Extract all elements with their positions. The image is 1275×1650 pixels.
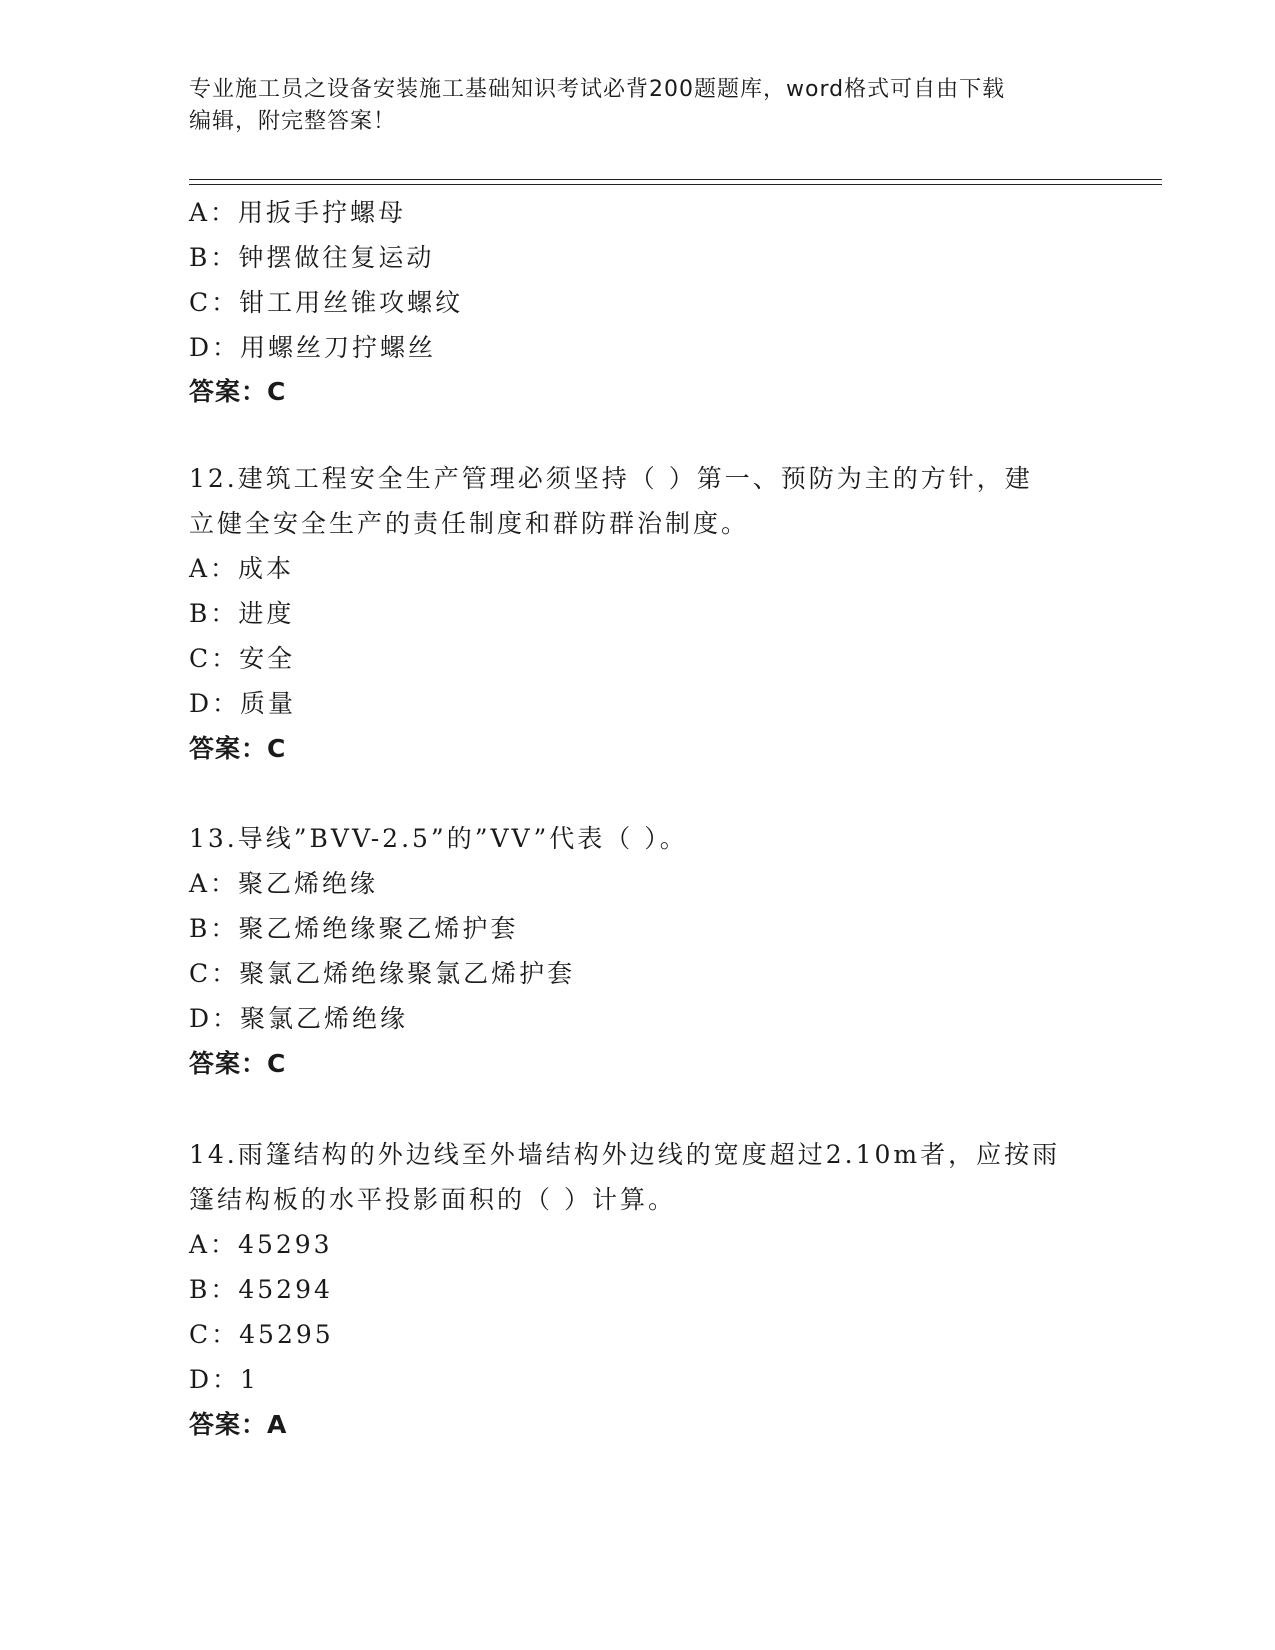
q12-answer: 答案：C — [189, 734, 287, 763]
q14-answer: 答案：A — [189, 1410, 288, 1439]
header-line-1: 专业施工员之设备安装施工基础知识考试必背200题题库，word格式可自由下载 — [189, 77, 1006, 102]
q13-stem-line-1: 13.导线”BVV-2.5”的”VV”代表（ ）。 — [189, 824, 688, 853]
q12-option-d: D：质量 — [189, 689, 297, 718]
q11-option-c: C：钳工用丝锥攻螺纹 — [189, 288, 464, 317]
header-line-2: 编辑，附完整答案！ — [189, 109, 397, 134]
q11-answer: 答案：C — [189, 377, 287, 406]
q14-stem-line-2: 篷结构板的水平投影面积的（ ）计算。 — [189, 1185, 676, 1214]
q14-option-b: B：45294 — [189, 1275, 333, 1304]
q14-stem-line-1: 14.雨篷结构的外边线至外墙结构外边线的宽度超过2.10m者，应按雨 — [189, 1140, 1061, 1169]
q13-option-b: B：聚乙烯绝缘聚乙烯护套 — [189, 914, 519, 943]
q12-option-a: A：成本 — [189, 554, 295, 583]
q14-option-a: A：45293 — [189, 1230, 333, 1259]
q12-option-c: C：安全 — [189, 644, 296, 673]
header-divider-top — [189, 179, 1162, 180]
q11-option-b: B：钟摆做往复运动 — [189, 243, 435, 272]
header-divider-bottom — [189, 184, 1162, 185]
q11-option-d: D：用螺丝刀拧螺丝 — [189, 333, 437, 362]
q13-option-c: C：聚氯乙烯绝缘聚氯乙烯护套 — [189, 959, 576, 988]
q11-option-a: A：用扳手拧螺母 — [189, 198, 407, 227]
q13-option-a: A：聚乙烯绝缘 — [189, 869, 379, 898]
q13-option-d: D：聚氯乙烯绝缘 — [189, 1004, 409, 1033]
q14-option-c: C：45295 — [189, 1320, 334, 1349]
q12-option-b: B：进度 — [189, 599, 295, 628]
q14-option-d: D：1 — [189, 1365, 259, 1394]
q13-answer: 答案：C — [189, 1049, 287, 1078]
q12-stem-line-2: 立健全安全生产的责任制度和群防群治制度。 — [189, 509, 750, 538]
document-header — [189, 74, 1089, 138]
q12-stem-line-1: 12.建筑工程安全生产管理必须坚持（ ）第一、预防为主的方针，建 — [189, 464, 1033, 493]
